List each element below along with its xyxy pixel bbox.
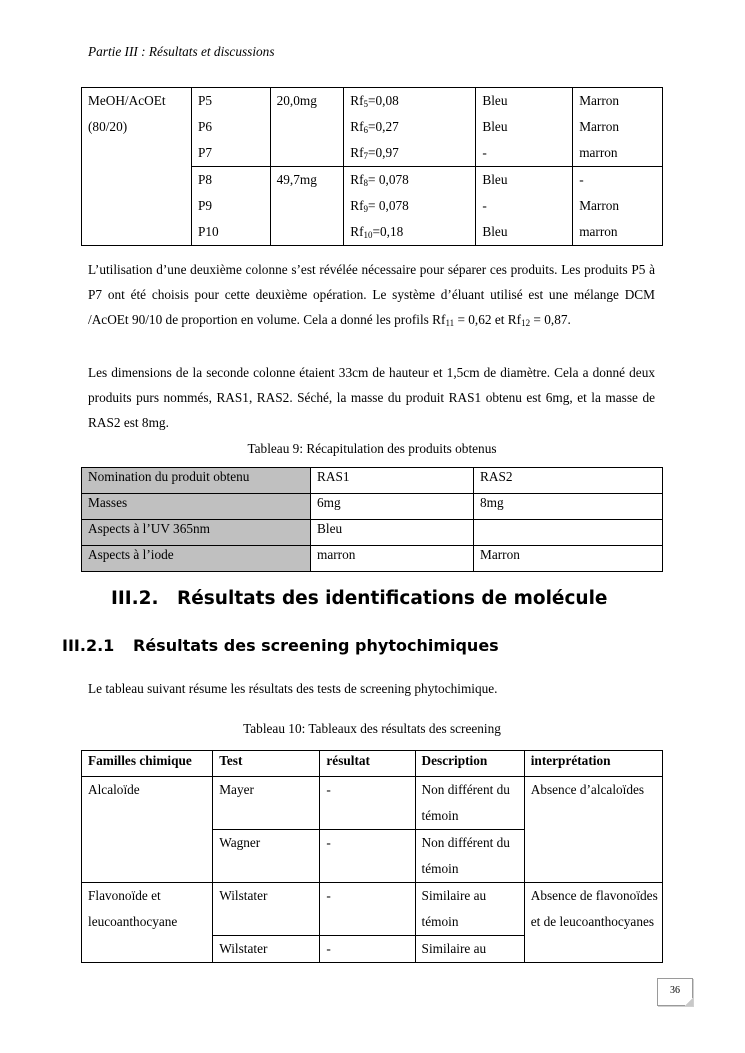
rf-cell <box>344 88 476 167</box>
description-cell: Similaire au témoin <box>415 883 524 936</box>
cell: 8mg <box>474 494 663 520</box>
product: P5 <box>197 93 212 108</box>
result-cell: - <box>320 830 415 883</box>
uv-value: - <box>482 145 487 160</box>
intro-text: Le tableau suivant résume les résultats des tests de screening phytochimique. <box>88 681 498 696</box>
table-row <box>82 520 663 546</box>
uv-value: Bleu <box>482 172 508 187</box>
iode-value: Marron <box>579 198 620 213</box>
product: P9 <box>197 198 212 213</box>
cell: 6mg <box>311 494 474 520</box>
product: P6 <box>197 119 212 134</box>
solvent-ratio: (80/20) <box>88 119 128 134</box>
solvent-name: MeOH/AcOEt <box>88 93 166 108</box>
cell: RAS2 <box>474 468 663 494</box>
subsection-heading: III.2.1 Résultats des screening phytochimiques <box>62 636 499 655</box>
result-cell: - <box>320 777 415 830</box>
row-label: Aspects à l’iode <box>82 546 311 572</box>
iode-value: - <box>579 172 584 187</box>
product: P10 <box>197 224 219 239</box>
uv-cell <box>476 167 573 246</box>
iode-value: Marron <box>579 93 620 108</box>
table-row <box>82 494 663 520</box>
cell: RAS1 <box>311 468 474 494</box>
rf-value: $Rf_7=0,97$ <box>350 145 399 161</box>
table-row <box>82 546 663 572</box>
cell: Bleu <box>311 520 474 546</box>
column-header: résultat <box>320 751 415 777</box>
result-cell: - <box>320 883 415 936</box>
rf-value: $Rf_8= 0,078$ <box>350 172 409 188</box>
interpretation-cell: Absence d’alcaloïdes <box>524 777 662 883</box>
rf-cell <box>344 167 476 246</box>
description-cell: Similaire au <box>415 936 524 963</box>
interpretation-cell: Absence de flavonoïdes et de leucoanthocyanes <box>524 883 662 963</box>
result-cell: - <box>320 936 415 963</box>
cell: marron <box>311 546 474 572</box>
table10-caption: Tableau 10: Tableaux des résultats des screening <box>243 721 501 736</box>
table-row <box>82 777 663 830</box>
row-label: Aspects à l’UV 365nm <box>82 520 311 546</box>
row-label: Nomination du produit obtenu <box>82 468 311 494</box>
product: P8 <box>197 172 212 187</box>
rf-value: $Rf_{10}=0,18$ <box>350 224 404 240</box>
column-header: Test <box>213 751 320 777</box>
test-cell: Wilstater <box>213 883 320 936</box>
rf-value: $Rf_5=0,08$ <box>350 93 399 109</box>
description-cell: Non différent du témoin <box>415 777 524 830</box>
iode-cell <box>573 167 663 246</box>
paragraph-second-column: L’utilisation d’une deuxième colonne s’est révélée nécessaire pour séparer ces produits. Les produits P5 à P7 ont été choisis pour cette deuxième opération. Le système d’éluant utilisé est une mélange DCM /AcOEt 90/10 de proportion en volume. Cela a donné les profils $Rf_{11} = 0,62$ et $Rf_{12} = 0,87$. <box>88 262 655 329</box>
column-header: interprétation <box>524 751 662 777</box>
products-cell <box>191 167 270 246</box>
column-header: Familles chimique <box>82 751 213 777</box>
row-label: Masses <box>82 494 311 520</box>
page-number: 36 <box>657 978 693 1006</box>
mass-cell: 49,7mg <box>270 167 344 246</box>
product: P7 <box>197 145 212 160</box>
cell: Marron <box>474 546 663 572</box>
rf-results-table <box>81 87 663 246</box>
solvent-cell <box>82 88 192 246</box>
products-cell <box>191 88 270 167</box>
table-row <box>82 468 663 494</box>
cell <box>474 520 663 546</box>
iode-value: marron <box>579 224 618 239</box>
test-cell: Wagner <box>213 830 320 883</box>
section-heading: III.2. Résultats des identifications de molécule <box>111 588 608 609</box>
table9-caption: Tableau 9: Récapitulation des produits obtenus <box>247 441 497 456</box>
rf-value: $Rf_9= 0,078$ <box>350 198 409 214</box>
uv-value: Bleu <box>482 93 508 108</box>
column-header: Description <box>415 751 524 777</box>
family-cell: Alcaloïde <box>82 777 213 883</box>
uv-cell <box>476 88 573 167</box>
table-row <box>82 883 663 936</box>
screening-results-table <box>81 750 663 963</box>
test-cell: Wilstater <box>213 936 320 963</box>
family-cell: Flavonoïde et leucoanthocyane <box>82 883 213 963</box>
paragraph-column-dimensions: Les dimensions de la seconde colonne étaient 33cm de hauteur et 1,5cm de diamètre. Cela a donné deux produits purs nommés, RAS1, RAS2. Séché, la masse du produit RAS1 obtenu est 6mg, et la masse de RAS2 est 8mg. <box>88 365 655 431</box>
running-header: Partie III : Résultats et discussions <box>88 44 275 59</box>
uv-value: - <box>482 198 487 213</box>
uv-value: Bleu <box>482 224 508 239</box>
products-summary-table <box>81 467 663 572</box>
table-header-row <box>82 751 663 777</box>
description-cell: Non différent du témoin <box>415 830 524 883</box>
iode-cell <box>573 88 663 167</box>
iode-value: Marron <box>579 119 620 134</box>
rf-value: $Rf_6=0,27$ <box>350 119 399 135</box>
table-row <box>82 88 663 167</box>
mass-cell: 20,0mg <box>270 88 344 167</box>
test-cell: Mayer <box>213 777 320 830</box>
iode-value: marron <box>579 145 618 160</box>
uv-value: Bleu <box>482 119 508 134</box>
